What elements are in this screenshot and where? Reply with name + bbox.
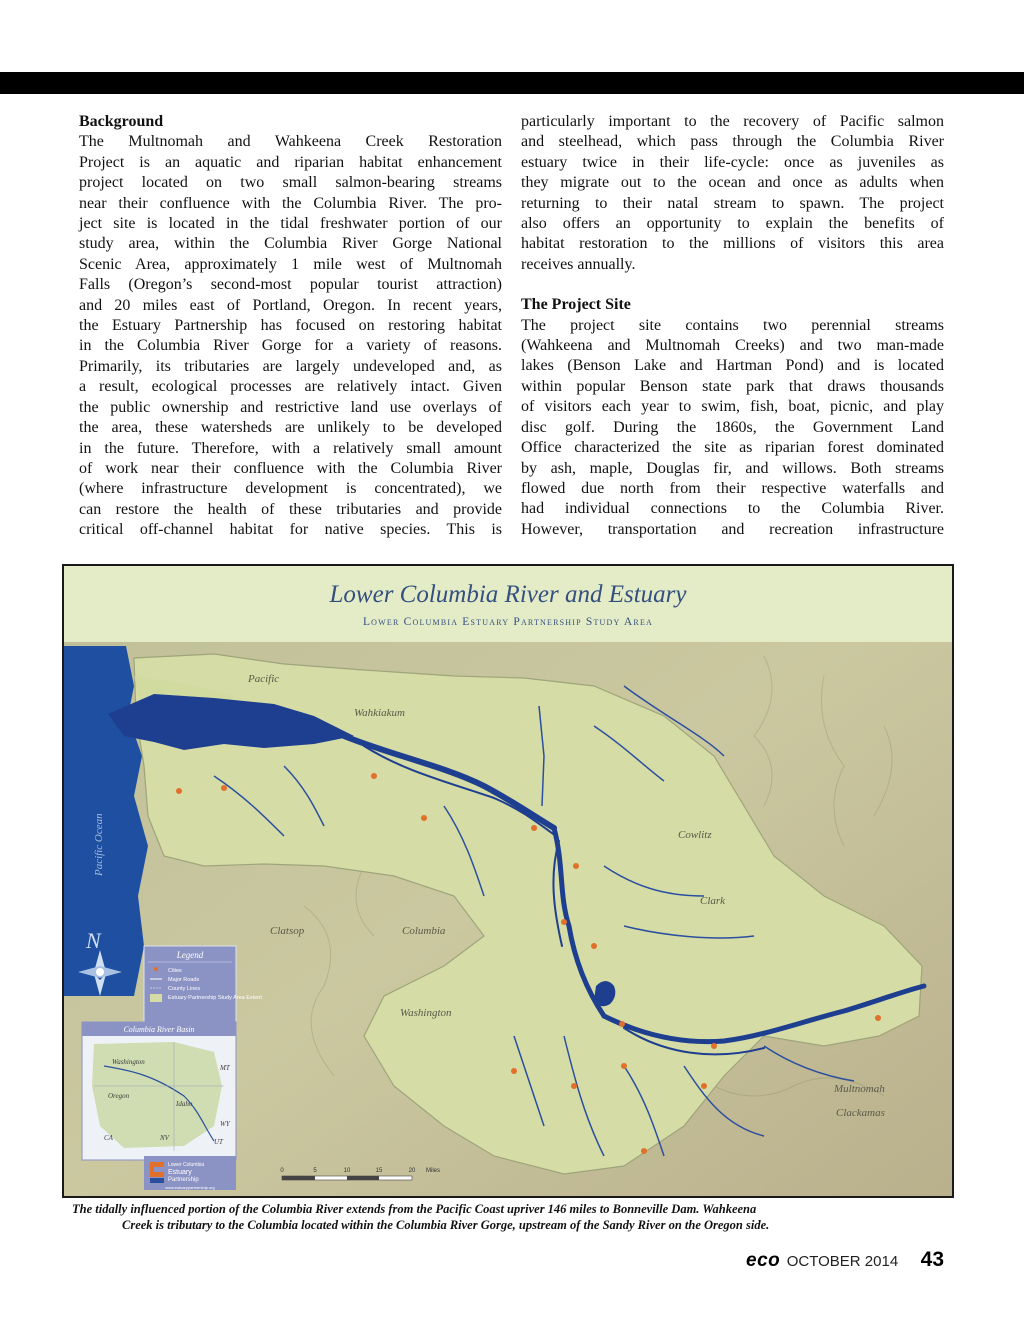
logo-line3: Partnership (168, 1177, 199, 1183)
inset-label-mt: MT (220, 1064, 230, 1072)
label-cowlitz: Cowlitz (678, 829, 712, 841)
text-line: Scenic Area, approximately 1 mile west of Multnomah (79, 255, 502, 273)
text-line: near their confluence with the Columbia River. The pro- (79, 194, 502, 212)
label-pacific: Pacific (248, 673, 280, 685)
text-line: and steelhead, which pass through the Columbia River (521, 133, 944, 151)
header-bar (0, 72, 1024, 94)
scale-tick-15: 15 (375, 1168, 383, 1174)
text-line: (Wahkeena and Multnomah Creeks) and two man-made (521, 337, 944, 355)
scale-tick-0: 0 (280, 1168, 284, 1174)
label-pacific-ocean: Pacific Ocean (93, 813, 105, 876)
text-line: the public ownership and restrictive land use overlays of (79, 398, 502, 416)
logo-line1: Lower Columbia (168, 1162, 205, 1168)
text-line: However, transportation and recreation infrastructure (521, 520, 944, 538)
legend-item-study-area: Estuary Partnership Study Area Extent (168, 995, 262, 1001)
text-line: ject site is located in the tidal freshwater portion of our (79, 215, 502, 233)
text-line: Falls (Oregon’s second-most popular tourist attraction) (79, 276, 502, 294)
project-site-text (521, 316, 944, 540)
map-subtitle: Lower Columbia Estuary Partnership Study Area (362, 616, 654, 628)
text-line: and 20 miles east of Portland, Oregon. In recent years, (79, 296, 502, 314)
text-line: in the future. Therefore, with a relatively small amount (79, 439, 502, 457)
text-line: project located on two small salmon-bearing streams (79, 174, 502, 192)
text-line: Primarily, its tributaries are largely undeveloped and, as (79, 357, 502, 375)
inset-title: Columbia River Basin (123, 1025, 195, 1034)
logo-line2: Estuary (168, 1169, 192, 1176)
project-site-heading: The Project Site (521, 296, 631, 314)
map-figure (62, 564, 954, 1198)
text-line: of work near their confluence with the Columbia River (79, 459, 502, 477)
issue-date: OCTOBER 2014 (786, 1253, 899, 1270)
estuary-partnership-logo (144, 1156, 236, 1190)
text-line: had individual connections to the Columbia River. (521, 500, 944, 518)
background-heading: Background (79, 113, 164, 130)
text-line: the area, these watersheds are unlikely to be developed (79, 419, 502, 437)
text-line: lakes (Benson Lake and Hartman Pond) and is located (521, 357, 944, 375)
north-label: N (86, 928, 101, 953)
text-line: study area, within the Columbia River Gorge National (79, 235, 502, 253)
text-line: Office characterized the site as riparian forest dominated (521, 439, 944, 457)
inset-label-wy: WY (220, 1120, 230, 1128)
text-line: estuary twice in their life-cycle: once as juveniles as (521, 153, 944, 171)
logo-url: www.estuarypartnership.org (165, 1185, 215, 1190)
inset-label-washington: Washington (112, 1058, 145, 1066)
caption-line1: The tidally influenced portion of the Columbia River extends from the Pacific Coast upriver 146 miles to Bonneville Dam. Wahkeena (72, 1202, 757, 1216)
text-line: by ash, maple, Douglas fir, and willows. Both streams (521, 459, 944, 477)
label-washington-county: Washington (400, 1007, 452, 1019)
text-line: a result, ecological processes are relatively intact. Given (79, 378, 502, 396)
label-columbia: Columbia (402, 925, 446, 937)
text-line: the Estuary Partnership has focused on restoring habitat (79, 317, 502, 335)
text-line: within popular Benson state park that draws thousands (521, 377, 944, 395)
text-line: also offers an opportunity to explain the benefits of (521, 215, 944, 233)
text-line: disc golf. During the 1860s, the Government Land (521, 418, 944, 436)
text-line: Project is an aquatic and riparian habitat enhancement (79, 153, 502, 171)
magazine-name: eco (746, 1250, 781, 1271)
label-clackamas: Clackamas (836, 1107, 885, 1119)
legend-item-cities: Cities (168, 968, 182, 974)
text-line: in the Columbia River Gorge for a variety of reasons. (79, 337, 502, 355)
text-line: (where infrastructure development is concentrated), we (79, 480, 502, 498)
text-line: critical off-channel habitat for native species. This is (79, 521, 502, 539)
map-title: Lower Columbia River and Estuary (329, 581, 687, 608)
inset-label-oregon: Oregon (108, 1092, 130, 1100)
text-line: returning to their natal stream to spawn. The project (521, 194, 944, 212)
text-line: The Multnomah and Wahkeena Creek Restoration (79, 133, 502, 151)
scale-tick-20: 20 (408, 1168, 416, 1174)
left-column (79, 112, 502, 541)
label-clatsop: Clatsop (270, 925, 305, 937)
label-multnomah: Multnomah (834, 1083, 885, 1095)
page-footer (746, 1248, 944, 1278)
columbia-basin-inset (82, 1022, 236, 1160)
background-text (79, 132, 502, 540)
legend-item-county-lines: County Lines (168, 986, 201, 992)
text-line: of visitors each year to swim, fish, boat, picnic, and play (521, 398, 944, 416)
scale-tick-5: 5 (313, 1168, 317, 1174)
inset-label-nv: NV (160, 1134, 169, 1142)
inset-label-ut: UT (214, 1138, 223, 1146)
caption-line2: Creek is tributary to the Columbia located within the Columbia River Gorge, upstream of the Sandy River on the Oregon side. (122, 1218, 770, 1232)
label-clark: Clark (700, 895, 726, 907)
text-line: The project site contains two perennial streams (521, 316, 944, 334)
right-column (521, 112, 944, 540)
legend-item-roads: Major Roads (168, 977, 200, 983)
scale-unit: Miles (426, 1168, 441, 1174)
text-line: they migrate out to the ocean and once as adults when (521, 174, 944, 192)
legend-title: Legend (176, 950, 204, 960)
page-number: 43 (920, 1248, 944, 1271)
scale-tick-10: 10 (343, 1168, 351, 1174)
map-caption (62, 1201, 954, 1233)
text-line: particularly important to the recovery of Pacific salmon (521, 113, 944, 130)
text-line: receives annually. (521, 255, 636, 273)
inset-label-ca: CA (104, 1134, 113, 1142)
background-text-continued (521, 112, 944, 275)
text-line: habitat restoration to the millions of visitors this area (521, 235, 944, 253)
text-line: flowed due north from their respective waterfalls and (521, 479, 944, 497)
text-line: can restore the health of these tributaries and provide (79, 500, 502, 518)
label-wahkiakum: Wahkiakum (354, 707, 405, 719)
inset-label-idaho: Idaho (176, 1100, 193, 1108)
